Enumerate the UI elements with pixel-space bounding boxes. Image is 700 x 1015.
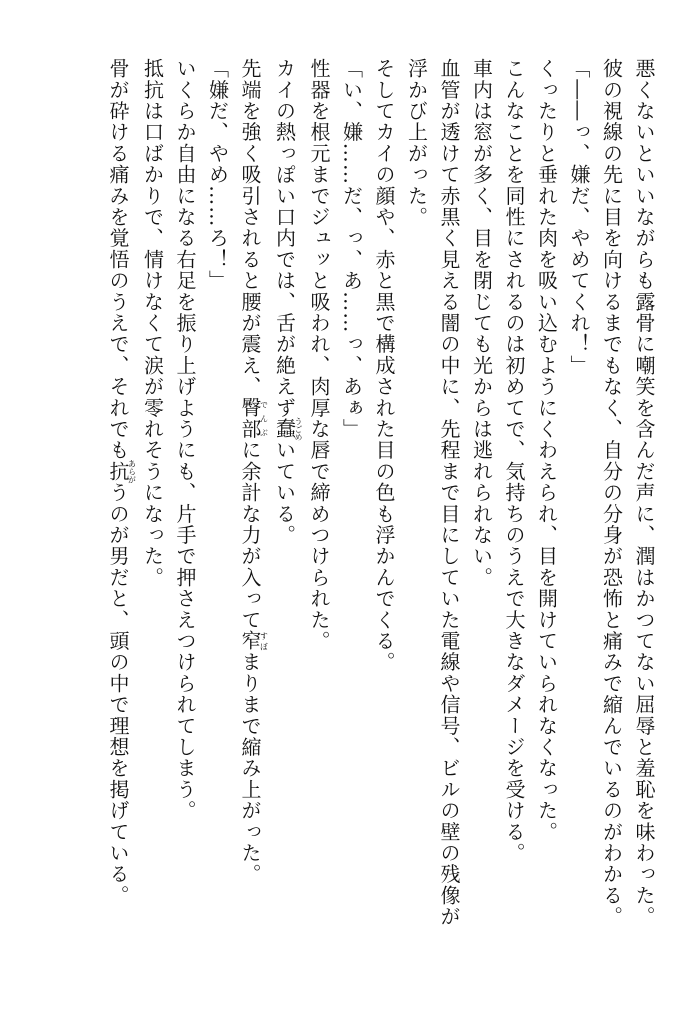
- text-segment: そしてカイの顔や、赤と黒で構成された目の色も浮かんでくる。: [372, 58, 396, 673]
- text-segment: くったりと垂れた肉を吸い込むようにくわえられ、目を開けていられなくなった。: [534, 58, 559, 843]
- ruby-reading: うごめ: [294, 417, 303, 442]
- text-segment: に余計な力が入って: [238, 439, 262, 631]
- text-segment: 「――っ、嫌だ、やめてくれ！」: [567, 58, 591, 376]
- text-segment: こんなことを同性にされるのは初めてで、気持ちのうえで大きなダメージを受ける。: [502, 58, 526, 864]
- text-segment: 「嫌だ、やめ……ろ！」: [205, 58, 230, 292]
- text-line: [563, 58, 596, 958]
- text-segment: いくらか自由になる右足を振り上げようにも、片手で押さえつけられてしまう。: [173, 58, 197, 822]
- text-segment: 血管が透けて赤黒く見える闇の中に、先程まで目にしていた電線や信号、ビルの壁の残像が: [437, 58, 461, 928]
- text-segment: 彼の視線の先に目を向けるまでもなく、自分の分身が恐怖と痛みで縮んでいるのがわかる。: [599, 58, 624, 928]
- text-line: [136, 58, 169, 958]
- text-line: [169, 58, 202, 958]
- text-line: [530, 58, 563, 958]
- vertical-text-body: [102, 58, 661, 958]
- text-line: [628, 58, 661, 958]
- ruby-reading: あらが: [127, 459, 137, 484]
- ruby-reading: すぼ: [259, 630, 269, 652]
- text-line: [595, 58, 628, 958]
- ruby-base: 抗: [106, 459, 130, 484]
- text-line: [102, 58, 137, 958]
- text-line: [368, 58, 401, 958]
- text-segment: 浮かび上がった。: [404, 58, 429, 228]
- text-segment: 悪くないといいながらも露骨に嘲笑を含んだ声に、潤はかつてない屈辱と羞恥を味わった。: [632, 58, 656, 928]
- text-line: [465, 58, 498, 958]
- text-line: [234, 58, 269, 958]
- text-line: [498, 58, 531, 958]
- text-segment: まりまで縮み上がった。: [238, 651, 262, 885]
- text-segment: 骨が砕ける痛みを覚悟のうえで、それでも: [106, 58, 130, 461]
- ruby-base: 蠢: [272, 417, 297, 441]
- ruby-base: 窄: [238, 630, 262, 652]
- ruby-annotation: [272, 417, 303, 442]
- text-segment: 「い、嫌……だ、っ、あ……っ、あぁ」: [339, 58, 364, 440]
- ruby-base: 臀部: [238, 397, 262, 440]
- text-line: [303, 58, 336, 958]
- text-segment: うのが男だと、頭の中で理想を掲げている。: [106, 482, 130, 907]
- text-line: [335, 58, 368, 958]
- ruby-annotation: [238, 397, 269, 440]
- text-line: [201, 58, 234, 958]
- text-line: [400, 58, 433, 958]
- text-segment: カイの熱っぽい口内では、舌が絶えず: [272, 58, 297, 419]
- text-line: [433, 58, 466, 958]
- ruby-annotation: [106, 459, 137, 484]
- text-segment: 先端を強く吸引されると腰が震え、: [238, 58, 262, 398]
- text-segment: いている。: [272, 439, 297, 546]
- text-segment: 性器を根元までジュッと吸われ、肉厚な唇で締めつけられた。: [307, 58, 331, 652]
- text-segment: 抵抗は口ばかりで、情けなくて涙が零れそうになった。: [140, 58, 165, 588]
- ruby-reading: でんぶ: [259, 397, 269, 440]
- text-line: [268, 58, 303, 958]
- ruby-annotation: [238, 630, 269, 652]
- text-segment: 車内は窓が多く、目を閉じても光からは逃れられない。: [469, 58, 494, 588]
